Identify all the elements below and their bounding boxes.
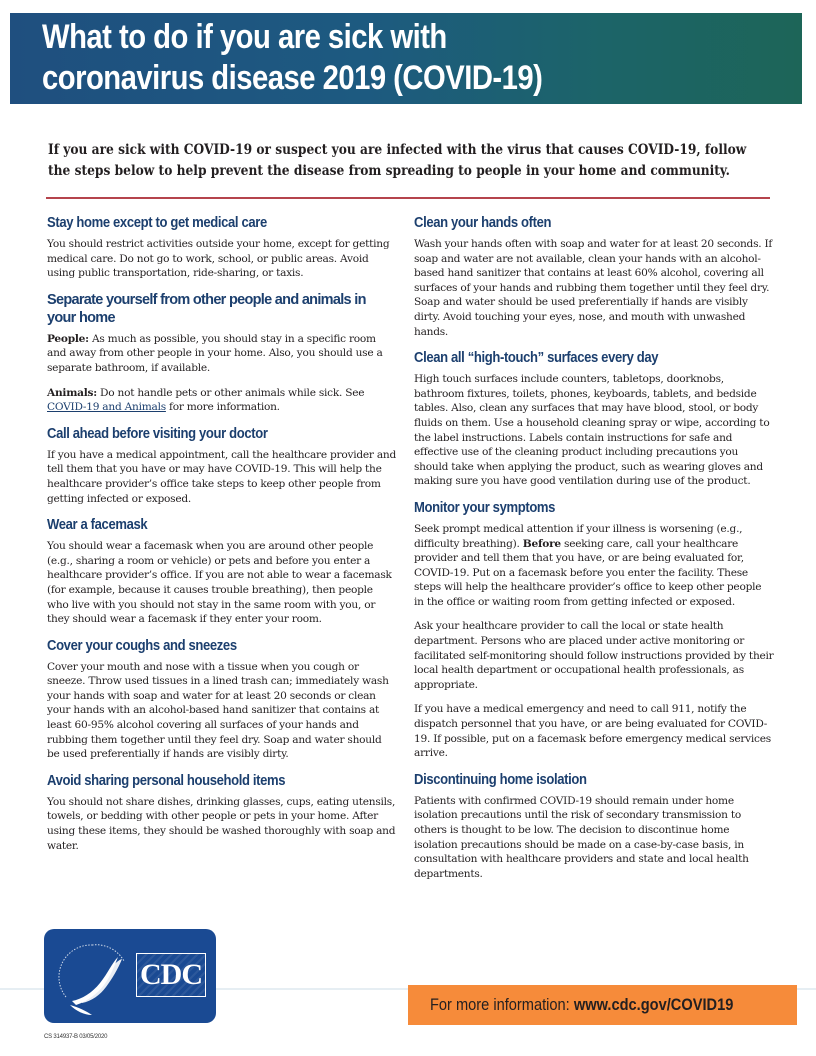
more-info-label: For more information: [430, 995, 574, 1014]
animals-paragraph [47, 386, 397, 415]
section-body: You should restrict activities outside your home, except for getting medical care. Do not go to work, school, or public areas. Avoid using public transportation, ride-sharing, or taxis. [47, 238, 390, 280]
monitor-paragraph-2: Ask your healthcare provider to call the local or state health department. Persons who are placed under active monitoring or facilitated self-monitoring should follow instructions provided by their local health department or occupational health professionals, as appropriate. [414, 620, 774, 691]
more-info-url[interactable]: www.cdc.gov/COVID19 [573, 995, 734, 1014]
section-coughs [47, 637, 397, 762]
section-heading: Monitor your symptoms [414, 499, 556, 516]
intro-text: If you are sick with COVID-19 or suspect you are infected with the virus that causes COVID-19, follow the steps below to help prevent the disease from spreading to people in your home and community. [48, 142, 747, 179]
monitor-paragraph-1 [414, 522, 774, 610]
section-call-ahead [47, 425, 397, 506]
document-code: CS 314937-B 03/05/2020 [44, 1034, 108, 1040]
section-body: Patients with confirmed COVID-19 should remain under home isolation precautions until the risk of secondary transmission to others is thought to be low. The decision to discontinue home isolation precautions should be made on a case-by-case basis, in consultation with healthcare providers and state and local health departments. [414, 794, 749, 880]
people-paragraph [47, 332, 397, 376]
page-title [42, 17, 678, 99]
section-facemask [47, 516, 397, 627]
animals-tail: for more information. [165, 401, 280, 414]
page-title-line-2: coronavirus disease 2019 (COVID-19) [42, 59, 543, 97]
section-body: If you have a medical appointment, call the healthcare provider and tell them that you have or may have COVID-19. This will help the healthcare provider’s office take steps to keep other people from getting infected or exposed. [47, 448, 396, 505]
hhs-eagle-icon [52, 935, 138, 1017]
section-clean-hands [414, 214, 774, 339]
section-heading: Cover your coughs and sneezes [47, 637, 237, 654]
section-heading: Discontinuing home isolation [414, 771, 587, 788]
more-info-text [430, 995, 733, 1015]
section-surfaces [414, 349, 774, 489]
animals-label: Animals: [47, 386, 97, 399]
monitor-text-bold: Before [522, 537, 561, 550]
page-title-line-1: What to do if you are sick with [42, 18, 447, 56]
header-banner [10, 13, 802, 104]
people-text: As much as possible, you should stay in a specific room and away from other people in your home. Also, you should use a separate bathroom, if available. [47, 332, 383, 374]
section-heading: Call ahead before visiting your doctor [47, 425, 268, 442]
monitor-text-start: Seek prompt medical attention if your illness is worsening (e.g., difficulty breathing). [414, 522, 743, 550]
people-label: People: [47, 332, 89, 345]
section-monitor [414, 499, 774, 761]
section-body: Cover your mouth and nose with a tissue when you cough or sneeze. Throw used tissues in a lined trash can; immediately wash your hands with soap and water for at least 20 seconds or clean your hands with an alcohol-based hand sanitizer that contains at least 60-95% alcohol covering all surfaces of your hands and rubbing them together until they feel dry. Soap and water should be used preferentially if hands are visibly dirty. [47, 660, 389, 761]
more-info-banner [408, 985, 797, 1025]
section-sharing [47, 772, 397, 853]
section-discontinue [414, 771, 774, 882]
section-heading: Avoid sharing personal household items [47, 772, 286, 789]
right-column [414, 214, 774, 891]
monitor-paragraph-3: If you have a medical emergency and need to call 911, notify the dispatch personnel that you have, or are being evaluated for COVID-19. If possible, put on a facemask before emergency medical services arrive. [414, 703, 771, 760]
section-stay-home [47, 214, 397, 281]
section-body: You should not share dishes, drinking glasses, cups, eating utensils, towels, or bedding with other people or pets in your home. After using these items, they should be washed thoroughly with soap and water. [47, 795, 396, 852]
animals-text: Do not handle pets or other animals while sick. See [96, 386, 365, 399]
section-heading: Clean all “high-touch” surfaces every day [414, 350, 659, 367]
section-heading: Clean your hands often [414, 215, 552, 231]
section-body: High touch surfaces include counters, tabletops, doorknobs, bathroom fixtures, toilets, phones, keyboards, tablets, and bedside tables. Also, clean any surfaces that may have blood, stool, or body fluids on them. Use a household cleaning spray or wipe, according to the label instructions. Labels contain instructions for safe and effective use of the cleaning product including precautions you should take when applying the product, such as wearing gloves and making sure you have good ventilation during use of the product. [414, 373, 770, 488]
section-body: You should wear a facemask when you are around other people (e.g., sharing a room or vehicle) or pets and before you enter a healthcare provider’s office. If you are not able to wear a facemask (for example, because it causes trouble breathing), then people who live with you should not stay in the same room with you, or they should wear a facemask if they enter your room. [47, 540, 392, 626]
covid-animals-link[interactable]: COVID-19 and Animals [47, 401, 166, 414]
section-heading: Stay home except to get medical care [47, 215, 267, 231]
section-heading: Wear a facemask [47, 517, 148, 534]
section-heading: Separate yourself from other people and animals in your home [47, 291, 366, 326]
divider [46, 197, 770, 199]
monitor-text-end: seeking care, call your healthcare provider and tell them that you have, or are being evaluated for, COVID-19. Put on a facemask before you enter the facility. These steps will help the healthcare provider’s office to keep other people in the office or waiting room from getting infected or exposed. [414, 537, 762, 608]
section-body: Wash your hands often with soap and water for at least 20 seconds. If soap and water are not available, clean your hands with an alcohol-based hand sanitizer that contains at least 60% alcohol, covering all surfaces of your hands and rubbing them together until they feel dry. Soap and water should be used preferentially if hands are visibly dirty. Avoid touching your eyes, nose, and mouth with unwashed hands. [414, 238, 773, 338]
section-separate [47, 291, 397, 415]
cdc-logo [44, 929, 216, 1023]
cdc-wordmark: CDC [136, 953, 206, 997]
left-column [47, 214, 397, 863]
